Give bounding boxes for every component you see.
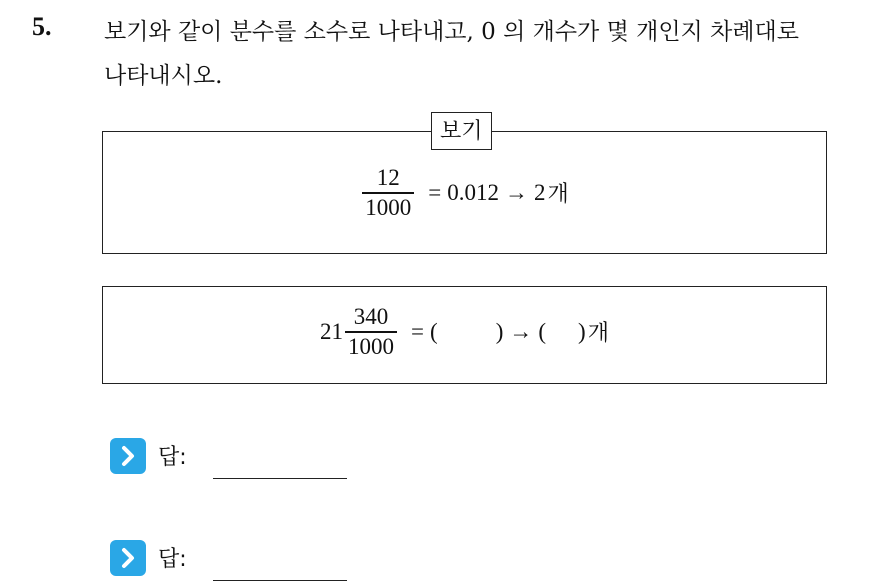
question-text-line1: 보기와 같이 분수를 소수로 나타내고, 0 의 개수가 몇 개인지 차례대로 (104, 19, 799, 45)
problem-expression (103, 303, 826, 361)
equals-sign: = (411, 318, 425, 344)
equals-sign: = (428, 179, 442, 205)
chevron-right-icon (110, 540, 146, 576)
answer-label: 답: (158, 445, 187, 470)
answer-input-line[interactable] (213, 580, 347, 581)
problem-fraction (345, 303, 397, 361)
example-denominator: 1000 (365, 194, 412, 220)
problem-box (102, 286, 827, 384)
example-decimal: 0.012 (447, 179, 499, 205)
problem-numerator: 340 (353, 304, 389, 329)
example-box-title: 보기 (431, 112, 492, 150)
problem-unit: 개 (587, 321, 609, 347)
problem-denominator: 1000 (348, 333, 395, 359)
example-box (102, 119, 827, 254)
example-numerator: 12 (376, 165, 400, 190)
close-paren: ) (578, 318, 586, 344)
question-text (104, 10, 874, 98)
problem-whole: 21 (320, 318, 344, 344)
example-expression (103, 164, 826, 222)
answer-label: 답: (158, 547, 187, 572)
example-count: 2 (533, 179, 546, 205)
example-fraction (362, 164, 414, 222)
chevron-right-icon (110, 438, 146, 474)
arrow-sign: → (504, 179, 528, 205)
question-text-line2: 나타내시오. (104, 63, 223, 89)
example-unit: 개 (547, 182, 569, 208)
answer-input-line[interactable] (213, 478, 347, 479)
close-paren: ) (495, 318, 504, 344)
open-paren: ( (538, 318, 547, 344)
open-paren: ( (430, 318, 438, 344)
question-number: 5. (32, 12, 52, 41)
arrow-sign: → (509, 318, 533, 344)
